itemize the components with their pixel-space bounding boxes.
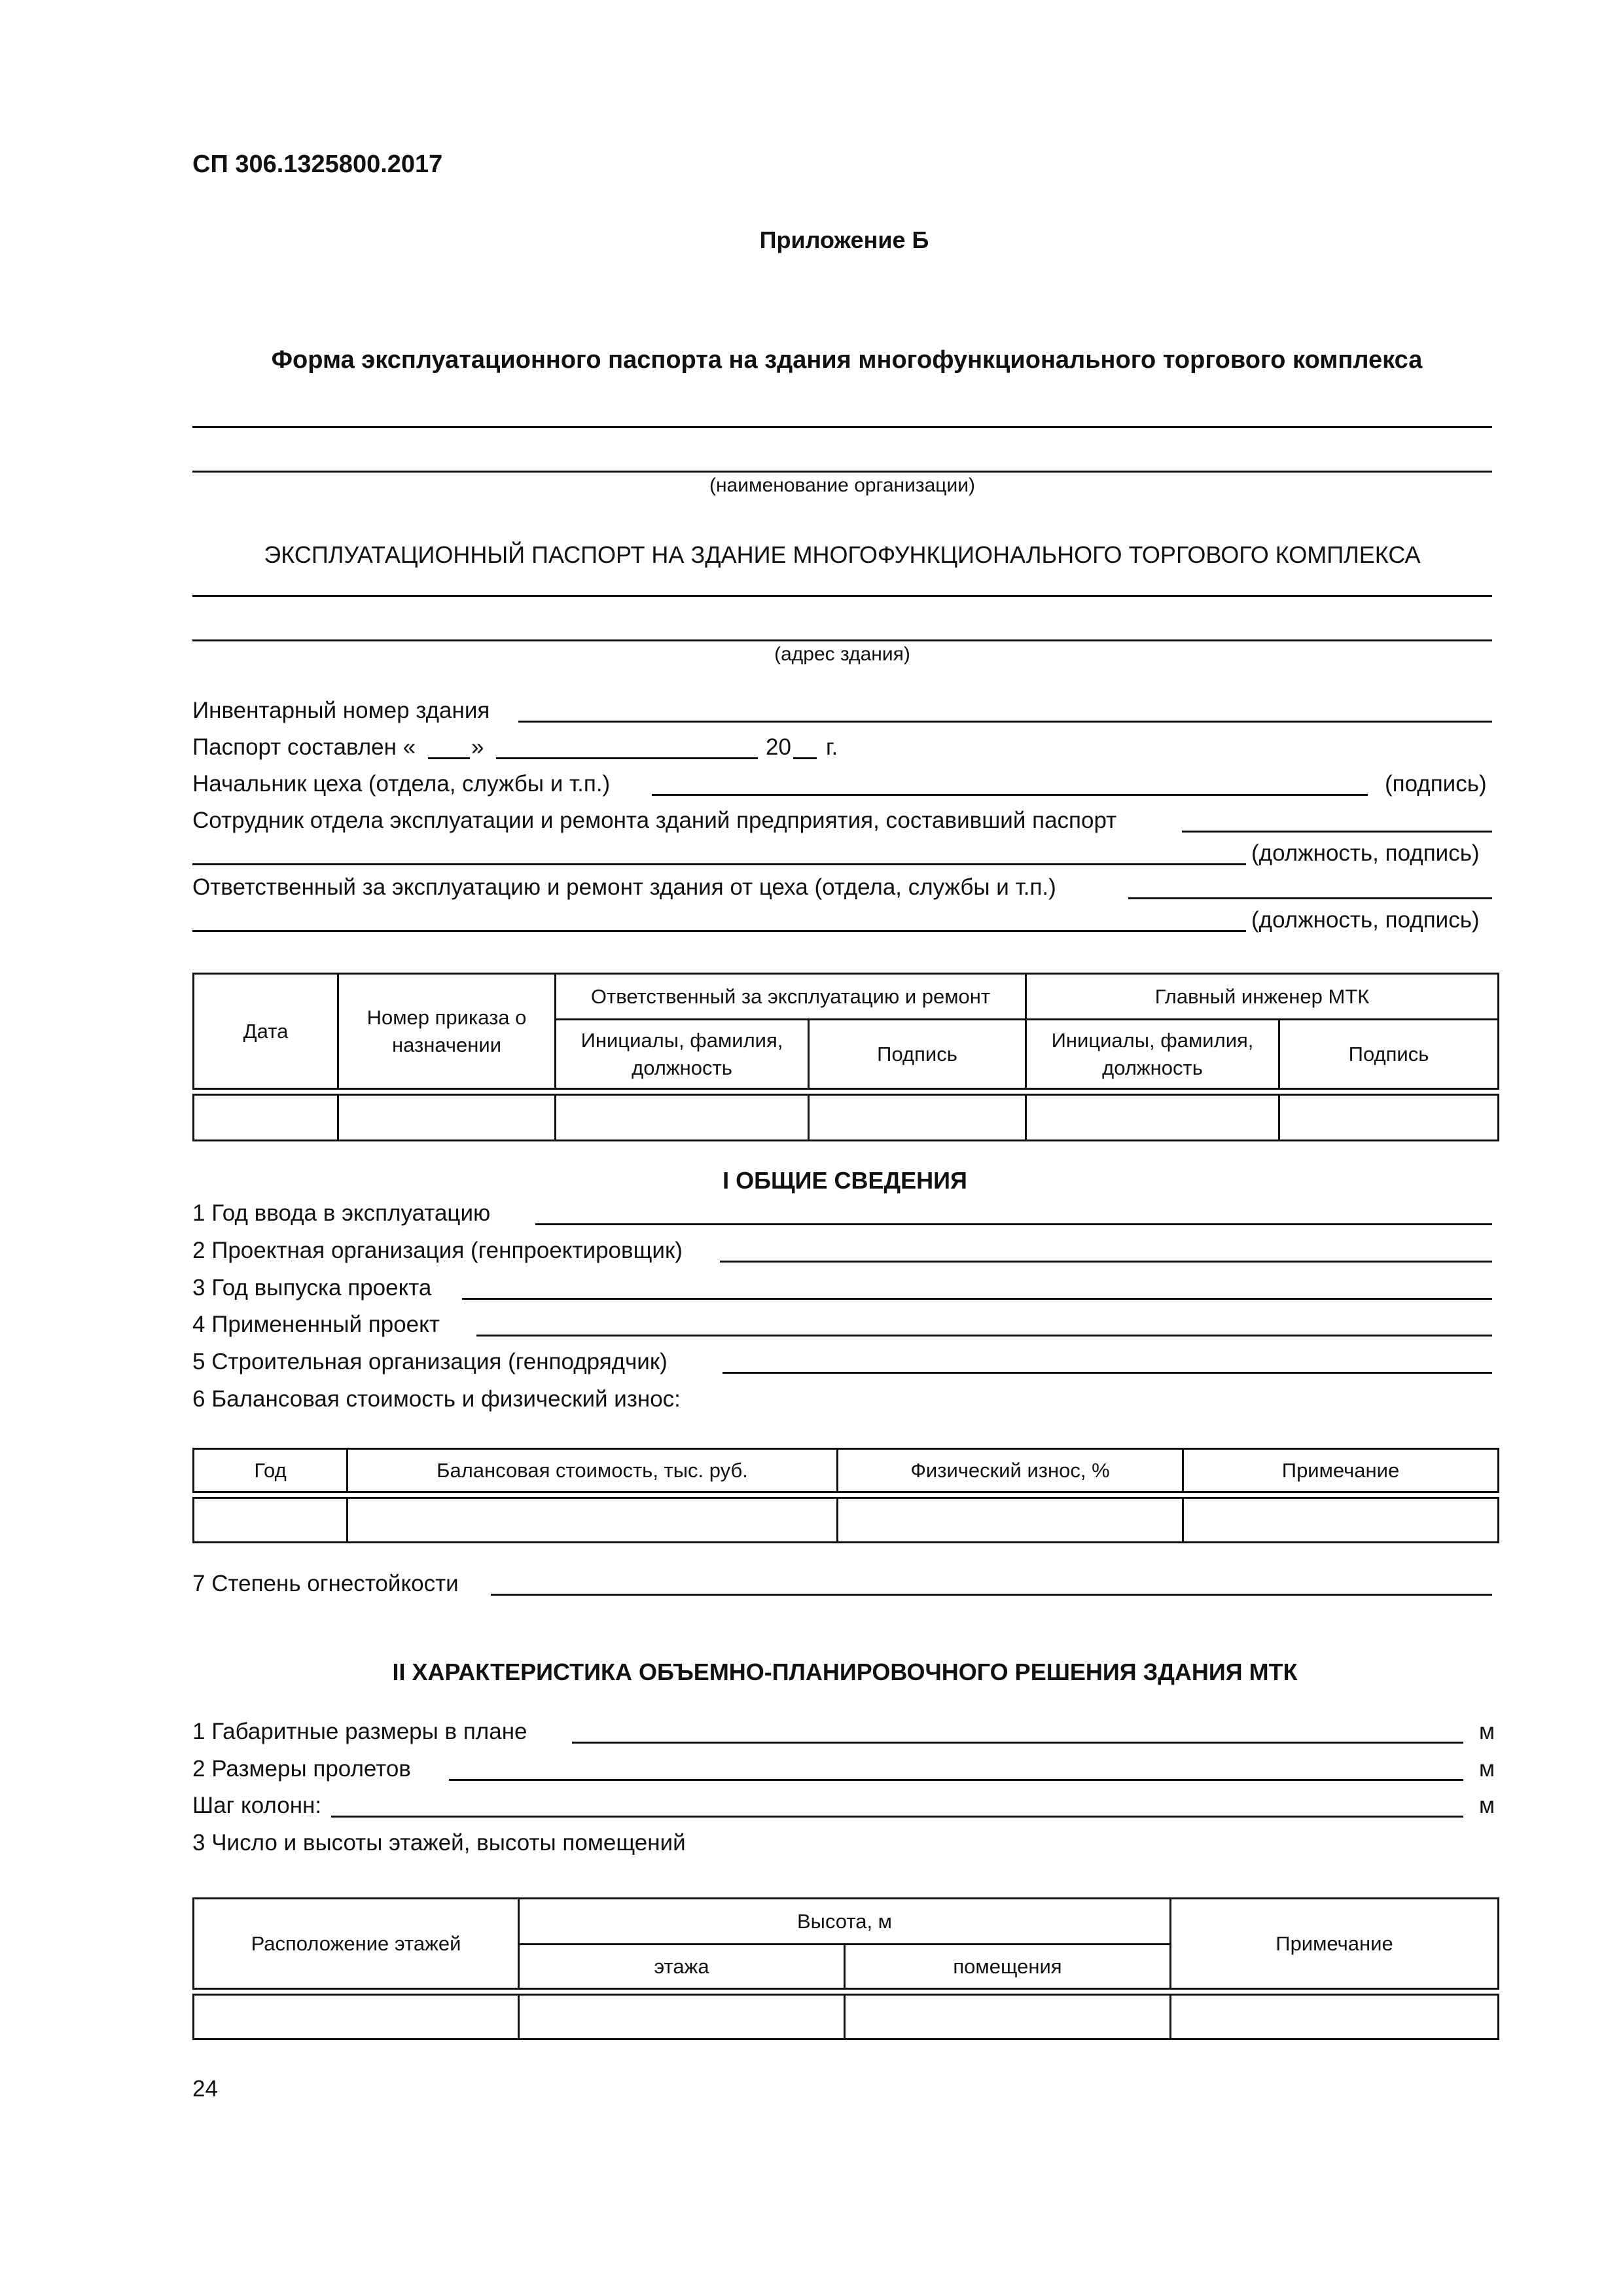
inventory-label: Инвентарный номер здания	[192, 698, 490, 723]
employee-label: Сотрудник отдела эксплуатации и ремонта зданий предприятия, составивший паспорт	[192, 808, 1117, 833]
s2-field-column-step[interactable]	[331, 1816, 1463, 1818]
s1-item-7: 7 Степень огнестойкости	[192, 1571, 459, 1596]
cell-year[interactable]	[194, 1498, 348, 1543]
s1-item-4: 4 Примененный проект	[192, 1312, 440, 1337]
appendix-label: Приложение Б	[759, 226, 929, 253]
responsible-field-1[interactable]	[1128, 897, 1492, 899]
compiled-year-suffix: г.	[826, 734, 838, 760]
col-floor-height: этажа	[519, 1945, 845, 1989]
s2-item-1: 1 Габаритные размеры в плане	[192, 1719, 527, 1744]
s1-item-6: 6 Балансовая стоимость и физический износ:	[192, 1386, 681, 1412]
section1-title: I ОБЩИЕ СВЕДЕНИЯ	[722, 1167, 967, 1194]
col-note: Примечание	[1171, 1899, 1499, 1989]
cell-floor-height[interactable]	[519, 1995, 845, 2039]
cell-room-height[interactable]	[845, 1995, 1171, 2039]
cell-responsible-signature[interactable]	[809, 1095, 1026, 1141]
col-cost: Балансовая стоимость, тыс. руб.	[348, 1449, 838, 1492]
col-chief-group: Главный инженер МТК	[1026, 974, 1499, 1020]
col-responsible-initials: Инициалы, фамилия, должность	[556, 1020, 809, 1089]
s1-field-3[interactable]	[462, 1298, 1492, 1300]
col-year: Год	[194, 1449, 348, 1492]
head-caption: (подпись)	[1385, 771, 1487, 797]
col-responsible-group: Ответственный за эксплуатацию и ремонт	[556, 974, 1026, 1020]
table-row	[194, 1995, 1499, 2039]
cell-cost[interactable]	[348, 1498, 838, 1543]
compiled-year-prefix: 20	[766, 734, 791, 760]
cell-wear[interactable]	[838, 1498, 1183, 1543]
col-chief-signature: Подпись	[1279, 1020, 1499, 1089]
passport-title: ЭКСПЛУАТАЦИОННЫЙ ПАСПОРТ НА ЗДАНИЕ МНОГОФУНКЦИОНАЛЬНОГО ТОРГОВОГО КОМПЛЕКСА	[264, 541, 1421, 568]
responsible-label: Ответственный за эксплуатацию и ремонт здания от цеха (отдела, службы и т.п.)	[192, 874, 1056, 900]
s2-unit-1: м	[1479, 1719, 1495, 1744]
s1-field-7[interactable]	[491, 1594, 1492, 1596]
compiled-day-field[interactable]	[428, 757, 470, 759]
cell-date[interactable]	[194, 1095, 338, 1141]
s1-field-1[interactable]	[535, 1223, 1492, 1225]
section2-title: II ХАРАКТЕРИСТИКА ОБЪЕМНО-ПЛАНИРОВОЧНОГО РЕШЕНИЯ ЗДАНИЯ МТК	[392, 1659, 1298, 1685]
responsible-field-2[interactable]	[192, 930, 1246, 932]
cell-note[interactable]	[1183, 1498, 1499, 1543]
compiled-label: Паспорт составлен «	[192, 734, 416, 760]
s2-field-1[interactable]	[572, 1742, 1463, 1744]
s1-field-4[interactable]	[476, 1335, 1492, 1336]
col-chief-initials: Инициалы, фамилия, должность	[1026, 1020, 1279, 1089]
org-line-2[interactable]	[192, 471, 1492, 473]
compiled-year-field[interactable]	[793, 757, 817, 759]
compiled-month-field[interactable]	[496, 757, 758, 759]
col-location: Расположение этажей	[194, 1899, 519, 1989]
s2-unit-3: м	[1479, 1793, 1495, 1818]
inventory-field[interactable]	[518, 721, 1492, 723]
address-caption: (адрес здания)	[774, 643, 910, 665]
responsible-caption: (должность, подпись)	[1251, 907, 1480, 933]
cell-chief-signature[interactable]	[1279, 1095, 1499, 1141]
address-line-1[interactable]	[192, 595, 1492, 597]
s1-field-2[interactable]	[720, 1261, 1492, 1263]
s1-item-2: 2 Проектная организация (генпроектировщик)	[192, 1238, 683, 1263]
floors-table	[192, 1897, 1499, 2040]
address-line-2[interactable]	[192, 639, 1492, 641]
s1-field-5[interactable]	[722, 1372, 1492, 1374]
s1-item-5: 5 Строительная организация (генподрядчик)	[192, 1349, 668, 1374]
col-order: Номер приказа о назначении	[338, 974, 556, 1089]
s2-item-column-step: Шаг колонн:	[192, 1793, 322, 1818]
head-signature-field[interactable]	[652, 794, 1368, 796]
s2-item-2: 2 Размеры пролетов	[192, 1756, 411, 1782]
col-room-height: помещения	[845, 1945, 1171, 1989]
balance-table	[192, 1448, 1499, 1543]
col-height: Высота, м	[519, 1899, 1171, 1945]
s2-item-3: 3 Число и высоты этажей, высоты помещений	[192, 1830, 686, 1856]
cell-order[interactable]	[338, 1095, 556, 1141]
cell-chief-initials[interactable]	[1026, 1095, 1279, 1141]
employee-field-1[interactable]	[1182, 831, 1492, 833]
col-note: Примечание	[1183, 1449, 1499, 1492]
col-wear: Физический износ, %	[838, 1449, 1183, 1492]
col-date: Дата	[194, 974, 338, 1089]
assignment-table	[192, 973, 1499, 1141]
s2-unit-2: м	[1479, 1756, 1495, 1782]
table-row	[194, 1498, 1499, 1543]
head-label: Начальник цеха (отдела, службы и т.п.)	[192, 771, 611, 797]
org-line-1[interactable]	[192, 426, 1492, 428]
cell-responsible-initials[interactable]	[556, 1095, 809, 1141]
employee-field-2[interactable]	[192, 863, 1246, 865]
cell-location[interactable]	[194, 1995, 519, 2039]
employee-caption: (должность, подпись)	[1251, 840, 1480, 866]
cell-note[interactable]	[1171, 1995, 1499, 2039]
form-title: Форма эксплуатационного паспорта на здания многофункционального торгового комплекса	[271, 346, 1423, 374]
col-responsible-signature: Подпись	[809, 1020, 1026, 1089]
page-number: 24	[192, 2076, 218, 2102]
s2-field-2[interactable]	[449, 1779, 1463, 1781]
compiled-quote-close: »	[471, 734, 484, 760]
org-caption: (наименование организации)	[709, 475, 975, 496]
table-row	[194, 1095, 1499, 1141]
s1-item-1: 1 Год ввода в эксплуатацию	[192, 1200, 491, 1226]
doc-code: СП 306.1325800.2017	[192, 151, 443, 178]
s1-item-3: 3 Год выпуска проекта	[192, 1275, 432, 1300]
